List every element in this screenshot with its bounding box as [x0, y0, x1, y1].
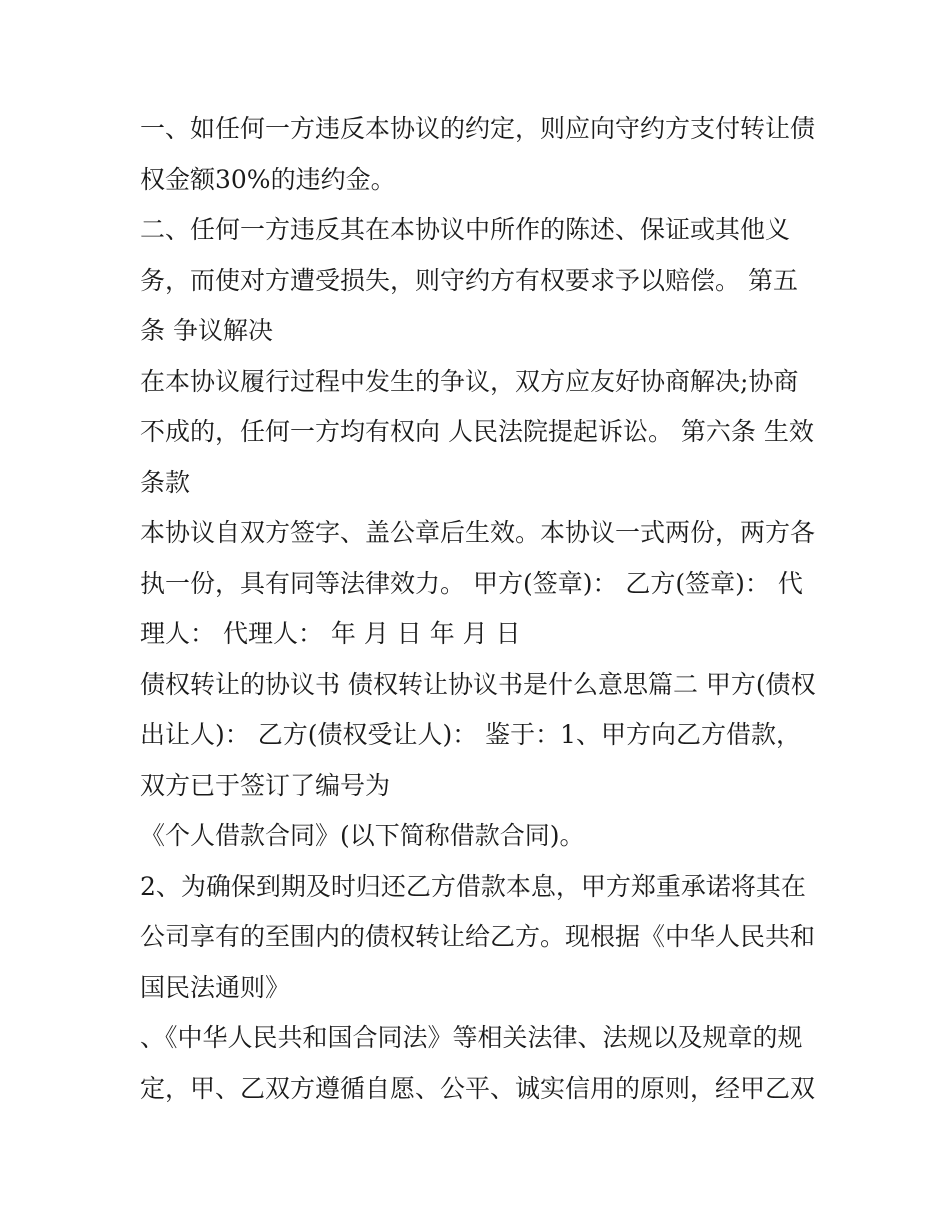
paragraph-legal-basis — [140, 1013, 816, 1114]
text-line: 二、任何一方违反其在本协议中所作的陈述、保证或其他义 — [140, 215, 791, 244]
paragraph-dispute-resolution — [140, 357, 812, 509]
paragraph-effectiveness — [140, 508, 816, 660]
text-line: 2、为确保到期及时归还乙方借款本息，甲方郑重承诺将其在 — [140, 871, 806, 901]
text-line: 公司享有的至围内的债权转让给乙方。现根据《中华人民共和 — [140, 922, 816, 951]
text-line: 务，而使对方遭受损失，则守约方有权要求予以赔偿。 第五 — [140, 265, 798, 295]
paragraph-loan-contract — [140, 811, 812, 862]
text-line: 理人： 代理人： 年 月 日 年 月 日 — [140, 619, 521, 648]
text-line: 一、如任何一方违反本协议的约定，则应向守约方支付转让债 — [140, 114, 816, 143]
text-line: 条 争议解决 — [140, 316, 273, 345]
paragraph-repayment-commitment — [140, 862, 816, 1014]
text-line: 本协议自双方签字、盖公章后生效。本协议一式两份，两方各 — [140, 518, 816, 547]
paragraph-breach-penalty — [140, 104, 816, 205]
text-line: 债权转让的协议书 债权转让协议书是什么意思篇二 甲方(债权 — [140, 669, 816, 699]
paragraph-agreement-two-heading — [140, 660, 816, 812]
text-line: 条款 — [140, 467, 191, 497]
text-line: 定，甲、乙双方遵循自愿、公平、诚实信用的原则，经甲乙双 — [140, 1073, 816, 1103]
text-line: 双方已于签订了编号为 — [140, 770, 391, 800]
text-line: 权金额30%的违约金。 — [140, 164, 396, 194]
text-line: 国民法通则》 — [140, 972, 291, 1002]
text-line: 在本协议履行过程中发生的争议，双方应友好协商解决;协商 — [140, 366, 799, 396]
text-line: 出让人)： 乙方(债权受让人)： 鉴于：1、甲方向乙方借款， — [140, 720, 802, 749]
text-line: 不成的，任何一方均有权向 人民法院提起诉讼。 第六条 生效 — [140, 417, 814, 446]
document-body — [140, 104, 816, 1114]
text-line: 执一份，具有同等法律效力。 甲方(签章)： 乙方(签章)： 代 — [140, 568, 803, 598]
paragraph-breach-compensation — [140, 205, 812, 357]
text-line: 《个人借款合同》(以下简称借款合同)。 — [140, 821, 585, 850]
text-line: 、《中华人民共和国合同法》等相关法律、法规以及规章的规 — [140, 1023, 803, 1052]
